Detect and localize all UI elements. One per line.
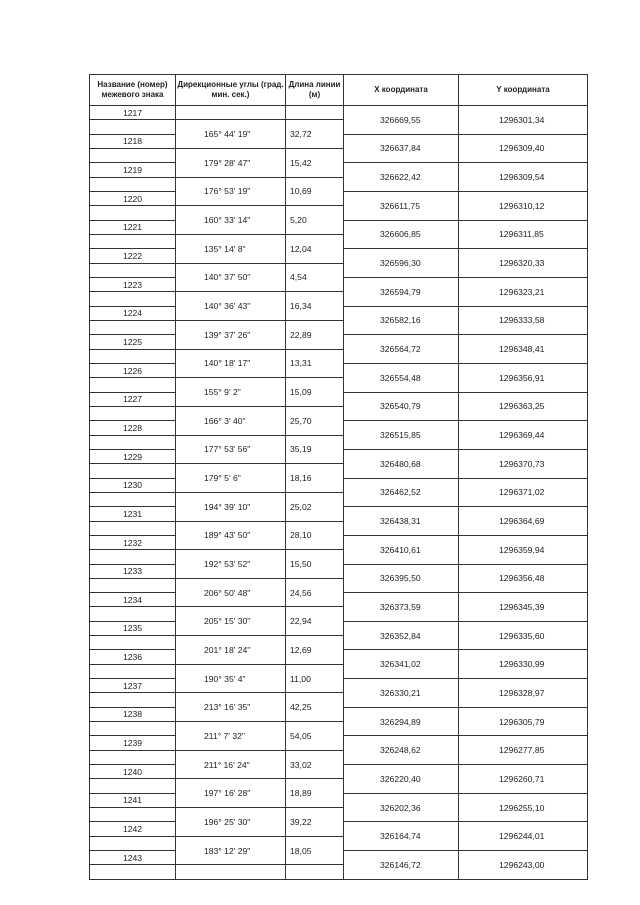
point-name-cell: 1240	[90, 765, 176, 779]
line-length-cell: 18,16	[286, 464, 344, 493]
x-coordinate-cell: 326622,42	[344, 163, 459, 192]
point-name-cell-empty	[90, 120, 176, 134]
point-name-cell-empty	[90, 636, 176, 650]
x-coordinate-cell: 326669,55	[344, 106, 459, 135]
x-coordinate-cell: 326594,79	[344, 277, 459, 306]
y-coordinate-cell: 1296244,01	[459, 822, 588, 851]
y-coordinate-cell: 1296330,99	[459, 650, 588, 679]
header-y-coordinate: Y координата	[459, 75, 588, 106]
line-length-cell: 25,70	[286, 406, 344, 435]
point-name-cell-empty	[90, 177, 176, 191]
y-coordinate-cell: 1296310,12	[459, 191, 588, 220]
direction-angle-cell: 177° 53' 56"	[176, 435, 286, 464]
x-coordinate-cell: 326330,21	[344, 679, 459, 708]
line-length-cell: 10,69	[286, 177, 344, 206]
direction-angle-cell: 179° 5' 6"	[176, 464, 286, 493]
point-name-cell-empty	[90, 693, 176, 707]
point-name-cell: 1235	[90, 621, 176, 635]
point-name-cell-empty	[90, 550, 176, 564]
header-x-coordinate: X координата	[344, 75, 459, 106]
point-name-cell: 1224	[90, 306, 176, 320]
line-length-cell: 15,50	[286, 550, 344, 579]
header-point-name: Название (номер) межевого знака	[90, 75, 176, 106]
y-coordinate-cell: 1296356,48	[459, 564, 588, 593]
direction-angle-cell: 213° 16' 35"	[176, 693, 286, 722]
direction-angle-cell: 155° 9' 2"	[176, 378, 286, 407]
x-coordinate-cell: 326637,84	[344, 134, 459, 163]
x-coordinate-cell: 326294,89	[344, 707, 459, 736]
x-coordinate-cell: 326540,79	[344, 392, 459, 421]
y-coordinate-cell: 1296243,00	[459, 851, 588, 880]
point-name-cell-empty	[90, 263, 176, 277]
point-name-cell: 1223	[90, 277, 176, 291]
direction-angle-cell: 189° 43' 50"	[176, 521, 286, 550]
point-name-cell: 1228	[90, 421, 176, 435]
direction-angle-cell: 211° 7' 32"	[176, 722, 286, 751]
line-length-cell: 35,19	[286, 435, 344, 464]
y-coordinate-cell: 1296320,33	[459, 249, 588, 278]
point-name-cell-empty	[90, 435, 176, 449]
line-length-cell: 15,09	[286, 378, 344, 407]
x-coordinate-cell: 326220,40	[344, 765, 459, 794]
direction-angle-cell: 166° 3' 40"	[176, 406, 286, 435]
direction-angle-cell: 197° 16' 28"	[176, 779, 286, 808]
point-name-cell: 1230	[90, 478, 176, 492]
point-name-cell-empty	[90, 578, 176, 592]
x-coordinate-cell: 326480,68	[344, 449, 459, 478]
point-name-cell-empty	[90, 292, 176, 306]
x-coordinate-cell: 326438,31	[344, 507, 459, 536]
point-name-cell-empty	[90, 464, 176, 478]
y-coordinate-cell: 1296311,85	[459, 220, 588, 249]
y-coordinate-cell: 1296369,44	[459, 421, 588, 450]
x-coordinate-cell: 326395,50	[344, 564, 459, 593]
point-name-cell: 1217	[90, 106, 176, 120]
line-length-cell: 32,72	[286, 120, 344, 149]
x-coordinate-cell: 326164,74	[344, 822, 459, 851]
point-name-cell: 1241	[90, 793, 176, 807]
table-row	[90, 106, 588, 120]
point-name-cell-empty	[90, 664, 176, 678]
line-length-cell: 24,56	[286, 578, 344, 607]
direction-angle-cell: 192° 53' 52"	[176, 550, 286, 579]
point-name-cell-empty	[90, 722, 176, 736]
line-length-cell: 25,02	[286, 492, 344, 521]
y-coordinate-cell: 1296335,60	[459, 621, 588, 650]
point-name-cell: 1219	[90, 163, 176, 177]
line-length-cell: 12,69	[286, 636, 344, 665]
direction-angle-cell: 183° 12' 29"	[176, 836, 286, 865]
direction-angle-cell: 190° 35' 4"	[176, 664, 286, 693]
point-name-cell-empty	[90, 865, 176, 879]
angle-cell-empty	[176, 106, 286, 120]
direction-angle-cell: 140° 36' 43"	[176, 292, 286, 321]
x-coordinate-cell: 326564,72	[344, 335, 459, 364]
point-name-cell: 1236	[90, 650, 176, 664]
y-coordinate-cell: 1296345,39	[459, 593, 588, 622]
x-coordinate-cell: 326554,48	[344, 363, 459, 392]
line-length-cell: 18,89	[286, 779, 344, 808]
point-name-cell: 1222	[90, 249, 176, 263]
point-name-cell: 1218	[90, 134, 176, 148]
direction-angle-cell: 139° 37' 26"	[176, 320, 286, 349]
point-name-cell-empty	[90, 349, 176, 363]
x-coordinate-cell: 326410,61	[344, 535, 459, 564]
table-header-row	[90, 75, 588, 106]
line-length-cell: 28,10	[286, 521, 344, 550]
direction-angle-cell: 194° 39' 10"	[176, 492, 286, 521]
direction-angle-cell: 205° 15' 30"	[176, 607, 286, 636]
y-coordinate-cell: 1296305,79	[459, 707, 588, 736]
point-name-cell: 1237	[90, 679, 176, 693]
line-length-cell: 54,05	[286, 722, 344, 751]
direction-angle-cell: 179° 28' 47"	[176, 148, 286, 177]
direction-angle-cell: 135° 14' 8"	[176, 234, 286, 263]
point-name-cell: 1229	[90, 449, 176, 463]
length-cell-empty	[286, 106, 344, 120]
x-coordinate-cell: 326248,62	[344, 736, 459, 765]
x-coordinate-cell: 326582,16	[344, 306, 459, 335]
header-direction-angle: Дирекционные углы (град. мин. сек.)	[176, 75, 286, 106]
coordinates-sheet	[89, 74, 587, 880]
y-coordinate-cell: 1296328,97	[459, 679, 588, 708]
y-coordinate-cell: 1296348,41	[459, 335, 588, 364]
direction-angle-cell: 140° 18' 17"	[176, 349, 286, 378]
line-length-cell: 39,22	[286, 808, 344, 837]
boundary-points-table	[89, 74, 588, 880]
x-coordinate-cell: 326611,75	[344, 191, 459, 220]
y-coordinate-cell: 1296301,34	[459, 106, 588, 135]
x-coordinate-cell: 326515,85	[344, 421, 459, 450]
line-length-cell: 18,05	[286, 836, 344, 865]
point-name-cell-empty	[90, 492, 176, 506]
direction-angle-cell: 211° 16' 24"	[176, 750, 286, 779]
y-coordinate-cell: 1296363,25	[459, 392, 588, 421]
line-length-cell: 15,42	[286, 148, 344, 177]
direction-angle-cell: 140° 37' 50"	[176, 263, 286, 292]
line-length-cell: 12,04	[286, 234, 344, 263]
point-name-cell: 1231	[90, 507, 176, 521]
point-name-cell-empty	[90, 779, 176, 793]
point-name-cell-empty	[90, 320, 176, 334]
x-coordinate-cell: 326341,02	[344, 650, 459, 679]
x-coordinate-cell: 326352,84	[344, 621, 459, 650]
angle-cell-empty	[176, 865, 286, 879]
y-coordinate-cell: 1296364,69	[459, 507, 588, 536]
line-length-cell: 11,00	[286, 664, 344, 693]
point-name-cell-empty	[90, 406, 176, 420]
point-name-cell: 1220	[90, 191, 176, 205]
y-coordinate-cell: 1296309,40	[459, 134, 588, 163]
point-name-cell-empty	[90, 521, 176, 535]
direction-angle-cell: 176° 53' 19"	[176, 177, 286, 206]
x-coordinate-cell: 326373,59	[344, 593, 459, 622]
point-name-cell-empty	[90, 378, 176, 392]
x-coordinate-cell: 326596,30	[344, 249, 459, 278]
y-coordinate-cell: 1296370,73	[459, 449, 588, 478]
point-name-cell: 1226	[90, 363, 176, 377]
direction-angle-cell: 160° 33' 14"	[176, 206, 286, 235]
point-name-cell-empty	[90, 206, 176, 220]
point-name-cell: 1225	[90, 335, 176, 349]
y-coordinate-cell: 1296309,54	[459, 163, 588, 192]
line-length-cell: 22,89	[286, 320, 344, 349]
point-name-cell: 1234	[90, 593, 176, 607]
point-name-cell-empty	[90, 148, 176, 162]
line-length-cell: 22,94	[286, 607, 344, 636]
direction-angle-cell: 196° 25' 30"	[176, 808, 286, 837]
direction-angle-cell: 206° 50' 48"	[176, 578, 286, 607]
line-length-cell: 4,54	[286, 263, 344, 292]
point-name-cell: 1227	[90, 392, 176, 406]
point-name-cell: 1232	[90, 535, 176, 549]
point-name-cell-empty	[90, 808, 176, 822]
direction-angle-cell: 201° 18' 24"	[176, 636, 286, 665]
y-coordinate-cell: 1296260,71	[459, 765, 588, 794]
point-name-cell: 1243	[90, 851, 176, 865]
line-length-cell: 13,31	[286, 349, 344, 378]
table-body	[90, 106, 588, 880]
direction-angle-cell: 165° 44' 19"	[176, 120, 286, 149]
point-name-cell: 1221	[90, 220, 176, 234]
line-length-cell: 42,25	[286, 693, 344, 722]
y-coordinate-cell: 1296255,10	[459, 793, 588, 822]
y-coordinate-cell: 1296277,85	[459, 736, 588, 765]
line-length-cell: 5,20	[286, 206, 344, 235]
x-coordinate-cell: 326202,36	[344, 793, 459, 822]
point-name-cell: 1242	[90, 822, 176, 836]
point-name-cell-empty	[90, 234, 176, 248]
y-coordinate-cell: 1296356,91	[459, 363, 588, 392]
point-name-cell: 1233	[90, 564, 176, 578]
y-coordinate-cell: 1296359,94	[459, 535, 588, 564]
y-coordinate-cell: 1296371,02	[459, 478, 588, 507]
point-name-cell-empty	[90, 750, 176, 764]
y-coordinate-cell: 1296323,21	[459, 277, 588, 306]
length-cell-empty	[286, 865, 344, 879]
point-name-cell: 1239	[90, 736, 176, 750]
x-coordinate-cell: 326146,72	[344, 851, 459, 880]
y-coordinate-cell: 1296333,58	[459, 306, 588, 335]
point-name-cell-empty	[90, 836, 176, 850]
point-name-cell-empty	[90, 607, 176, 621]
line-length-cell: 33,02	[286, 750, 344, 779]
header-line-length: Длина линии (м)	[286, 75, 344, 106]
line-length-cell: 16,34	[286, 292, 344, 321]
x-coordinate-cell: 326606,85	[344, 220, 459, 249]
point-name-cell: 1238	[90, 707, 176, 721]
x-coordinate-cell: 326462,52	[344, 478, 459, 507]
